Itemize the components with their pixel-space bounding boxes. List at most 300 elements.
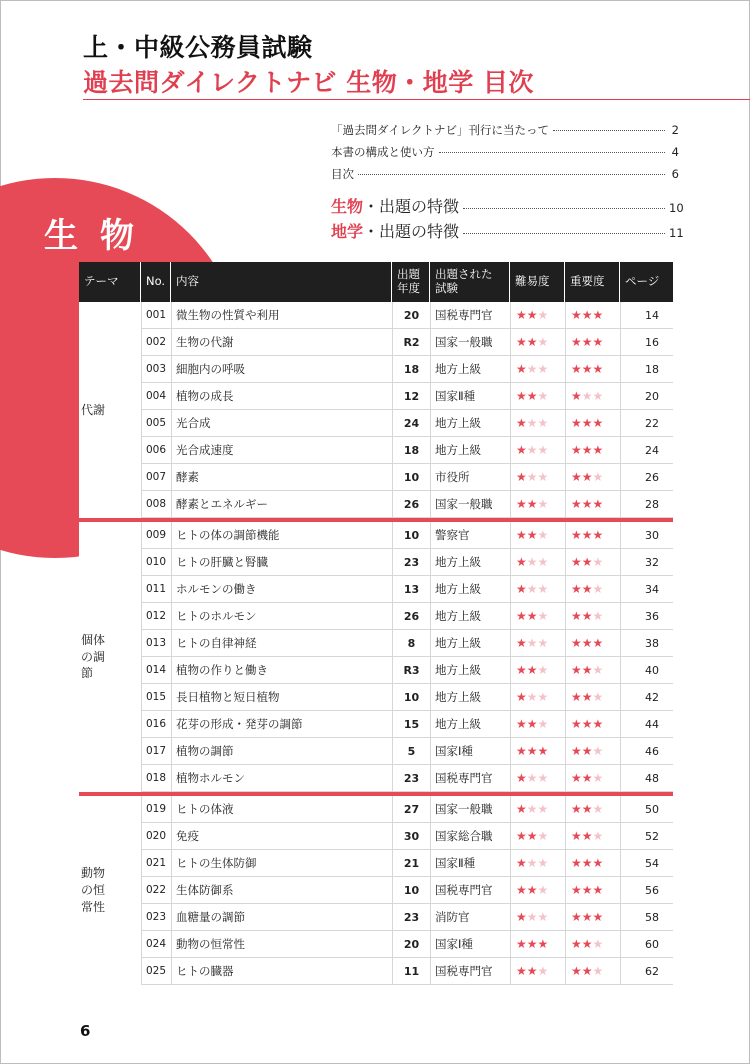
star-empty-icon: ★ — [537, 964, 549, 978]
difficulty-rating — [510, 711, 565, 737]
star-filled-icon: ★ — [526, 744, 538, 758]
star-filled-icon: ★ — [571, 964, 582, 978]
star-filled-icon: ★ — [516, 308, 527, 322]
row-content: ヒトの体液 — [171, 796, 392, 822]
importance-rating — [565, 657, 620, 683]
star-filled-icon: ★ — [571, 856, 582, 870]
star-filled-icon: ★ — [581, 829, 593, 843]
row-page: 26 — [620, 464, 673, 490]
row-page: 30 — [620, 522, 673, 548]
star-filled-icon: ★ — [571, 717, 582, 731]
row-number: 016 — [141, 711, 171, 737]
header-year-line1: 出題 — [397, 267, 420, 282]
row-content: 花芽の形成・発芽の調節 — [171, 711, 392, 737]
star-empty-icon: ★ — [537, 663, 549, 677]
row-page: 52 — [620, 823, 673, 849]
star-filled-icon: ★ — [516, 744, 527, 758]
star-filled-icon: ★ — [581, 636, 593, 650]
star-empty-icon: ★ — [537, 389, 549, 403]
row-year: R2 — [392, 329, 430, 355]
star-empty-icon: ★ — [592, 609, 604, 623]
table-group — [79, 792, 673, 985]
row-year: 30 — [392, 823, 430, 849]
row-year: 26 — [392, 603, 430, 629]
star-filled-icon: ★ — [526, 663, 538, 677]
star-empty-icon: ★ — [537, 717, 549, 731]
row-content: 植物の調節 — [171, 738, 392, 764]
table-row[interactable] — [141, 904, 673, 931]
star-filled-icon: ★ — [571, 443, 582, 457]
importance-rating — [565, 877, 620, 903]
header-exam-line2: 試験 — [435, 281, 458, 295]
table-row[interactable] — [141, 738, 673, 765]
row-page: 22 — [620, 410, 673, 436]
star-filled-icon: ★ — [526, 308, 538, 322]
table-row[interactable] — [141, 491, 673, 518]
row-page: 46 — [620, 738, 673, 764]
star-filled-icon: ★ — [526, 609, 538, 623]
toc-item[interactable] — [331, 144, 679, 166]
importance-rating — [565, 711, 620, 737]
star-filled-icon: ★ — [516, 883, 527, 897]
row-exam: 地方上級 — [430, 684, 510, 710]
importance-rating — [565, 630, 620, 656]
row-number: 015 — [141, 684, 171, 710]
row-number: 020 — [141, 823, 171, 849]
difficulty-rating — [510, 356, 565, 382]
importance-rating — [565, 576, 620, 602]
difficulty-rating — [510, 522, 565, 548]
toc-leader-dots — [463, 233, 665, 234]
star-filled-icon: ★ — [516, 528, 527, 542]
row-number: 009 — [141, 522, 171, 548]
toc-leader-dots — [439, 152, 666, 153]
row-content: 動物の恒常性 — [171, 931, 392, 957]
header-no: No. — [141, 262, 171, 302]
star-empty-icon: ★ — [537, 416, 549, 430]
difficulty-rating — [510, 823, 565, 849]
star-empty-icon: ★ — [537, 555, 549, 569]
star-filled-icon: ★ — [581, 362, 593, 376]
table-row[interactable] — [141, 684, 673, 711]
row-content: 生体防御系 — [171, 877, 392, 903]
row-year: R3 — [392, 657, 430, 683]
star-empty-icon: ★ — [537, 443, 549, 457]
row-content: 免疫 — [171, 823, 392, 849]
row-year: 20 — [392, 302, 430, 328]
star-empty-icon: ★ — [592, 690, 604, 704]
table-row[interactable] — [141, 603, 673, 630]
star-filled-icon: ★ — [571, 609, 582, 623]
row-content: ヒトのホルモン — [171, 603, 392, 629]
header-year — [392, 262, 430, 302]
header-year-line2: 年度 — [397, 281, 420, 295]
toc-feature-subject: 地学 — [331, 222, 364, 241]
toc-feature-label: ・出題の特徴 — [363, 222, 460, 241]
row-content: ヒトの自律神経 — [171, 630, 392, 656]
star-empty-icon: ★ — [537, 528, 549, 542]
table-row[interactable] — [141, 437, 673, 464]
row-year: 10 — [392, 684, 430, 710]
row-page: 56 — [620, 877, 673, 903]
star-filled-icon: ★ — [571, 910, 582, 924]
row-content: ヒトの体の調節機能 — [171, 522, 392, 548]
star-filled-icon: ★ — [516, 802, 527, 816]
row-year: 20 — [392, 931, 430, 957]
table-row[interactable] — [141, 711, 673, 738]
star-filled-icon: ★ — [592, 717, 604, 731]
toc-feature-subject: 生物 — [331, 197, 364, 216]
importance-rating — [565, 383, 620, 409]
star-filled-icon: ★ — [537, 744, 549, 758]
star-empty-icon: ★ — [592, 964, 604, 978]
star-empty-icon: ★ — [526, 771, 538, 785]
table-row[interactable] — [141, 877, 673, 904]
star-filled-icon: ★ — [581, 883, 593, 897]
row-year: 18 — [392, 437, 430, 463]
importance-rating — [565, 765, 620, 791]
toc-feature-item[interactable] — [331, 219, 684, 244]
difficulty-rating — [510, 796, 565, 822]
star-empty-icon: ★ — [537, 470, 549, 484]
star-filled-icon: ★ — [526, 389, 538, 403]
star-empty-icon: ★ — [581, 389, 593, 403]
row-number: 025 — [141, 958, 171, 984]
star-empty-icon: ★ — [537, 802, 549, 816]
row-content: ヒトの臓器 — [171, 958, 392, 984]
row-year: 13 — [392, 576, 430, 602]
row-page: 34 — [620, 576, 673, 602]
row-year: 18 — [392, 356, 430, 382]
row-exam: 国家総合職 — [430, 823, 510, 849]
toc-item-page: 10 — [669, 201, 684, 215]
star-filled-icon: ★ — [526, 829, 538, 843]
row-page: 42 — [620, 684, 673, 710]
toc-leader-dots — [463, 208, 665, 209]
importance-rating — [565, 684, 620, 710]
star-filled-icon: ★ — [516, 829, 527, 843]
row-page: 50 — [620, 796, 673, 822]
table-row[interactable] — [141, 410, 673, 437]
star-filled-icon: ★ — [516, 416, 527, 430]
row-page: 40 — [620, 657, 673, 683]
row-year: 27 — [392, 796, 430, 822]
toc-feature-label: ・出題の特徴 — [363, 197, 460, 216]
star-empty-icon: ★ — [537, 497, 549, 511]
star-filled-icon: ★ — [516, 362, 527, 376]
header-importance: 重要度 — [565, 262, 620, 302]
row-exam: 地方上級 — [430, 410, 510, 436]
row-exam: 地方上級 — [430, 711, 510, 737]
row-content: 長日植物と短日植物 — [171, 684, 392, 710]
star-filled-icon: ★ — [516, 690, 527, 704]
row-number: 005 — [141, 410, 171, 436]
row-content: ヒトの肝臓と腎臓 — [171, 549, 392, 575]
table-row[interactable] — [141, 823, 673, 850]
difficulty-rating — [510, 904, 565, 930]
star-filled-icon: ★ — [526, 883, 538, 897]
row-exam: 地方上級 — [430, 576, 510, 602]
star-filled-icon: ★ — [581, 497, 593, 511]
difficulty-rating — [510, 657, 565, 683]
importance-rating — [565, 904, 620, 930]
importance-rating — [565, 796, 620, 822]
row-number: 018 — [141, 765, 171, 791]
star-filled-icon: ★ — [581, 416, 593, 430]
star-filled-icon: ★ — [571, 802, 582, 816]
importance-rating — [565, 603, 620, 629]
header-exam-line1: 出題された — [435, 267, 493, 282]
star-filled-icon: ★ — [581, 609, 593, 623]
star-filled-icon: ★ — [516, 636, 527, 650]
star-empty-icon: ★ — [526, 802, 538, 816]
star-filled-icon: ★ — [516, 937, 527, 951]
theme-label: 動物の恒常性 — [81, 866, 106, 914]
title-divider — [83, 99, 750, 100]
row-content: 酵素 — [171, 464, 392, 490]
star-filled-icon: ★ — [571, 389, 582, 403]
star-empty-icon: ★ — [537, 335, 549, 349]
row-page: 48 — [620, 765, 673, 791]
row-content: 植物の作りと働き — [171, 657, 392, 683]
row-exam: 地方上級 — [430, 437, 510, 463]
star-filled-icon: ★ — [526, 937, 538, 951]
star-filled-icon: ★ — [581, 528, 593, 542]
star-filled-icon: ★ — [592, 497, 604, 511]
table-row[interactable] — [141, 329, 673, 356]
row-year: 8 — [392, 630, 430, 656]
star-filled-icon: ★ — [581, 771, 593, 785]
table-row[interactable] — [141, 796, 673, 823]
importance-rating — [565, 356, 620, 382]
row-number: 002 — [141, 329, 171, 355]
difficulty-rating — [510, 603, 565, 629]
star-empty-icon: ★ — [592, 937, 604, 951]
difficulty-rating — [510, 410, 565, 436]
row-number: 008 — [141, 491, 171, 517]
row-number: 003 — [141, 356, 171, 382]
table-header — [79, 262, 673, 302]
star-filled-icon: ★ — [516, 582, 527, 596]
star-filled-icon: ★ — [571, 690, 582, 704]
row-number: 010 — [141, 549, 171, 575]
star-filled-icon: ★ — [537, 937, 549, 951]
table-row[interactable] — [141, 576, 673, 603]
star-filled-icon: ★ — [571, 771, 582, 785]
star-filled-icon: ★ — [581, 663, 593, 677]
row-number: 019 — [141, 796, 171, 822]
star-filled-icon: ★ — [581, 582, 593, 596]
row-exam: 国家一般職 — [430, 796, 510, 822]
toc-item-page: 4 — [671, 145, 679, 159]
star-filled-icon: ★ — [581, 443, 593, 457]
difficulty-rating — [510, 738, 565, 764]
toc-leader-dots — [553, 130, 665, 131]
star-empty-icon: ★ — [592, 802, 604, 816]
row-page: 32 — [620, 549, 673, 575]
star-filled-icon: ★ — [571, 883, 582, 897]
table-row[interactable] — [141, 383, 673, 410]
star-filled-icon: ★ — [516, 497, 527, 511]
row-content: 光合成 — [171, 410, 392, 436]
toc-item-page: 11 — [669, 226, 684, 240]
row-number: 012 — [141, 603, 171, 629]
importance-rating — [565, 464, 620, 490]
table-row[interactable] — [141, 464, 673, 491]
header-theme: テーマ — [79, 262, 141, 302]
star-filled-icon: ★ — [592, 883, 604, 897]
star-empty-icon: ★ — [526, 636, 538, 650]
toc-item-page: 6 — [671, 167, 679, 181]
star-filled-icon: ★ — [571, 582, 582, 596]
table-row[interactable] — [141, 958, 673, 985]
row-page: 36 — [620, 603, 673, 629]
row-year: 12 — [392, 383, 430, 409]
importance-rating — [565, 329, 620, 355]
difficulty-rating — [510, 684, 565, 710]
star-filled-icon: ★ — [516, 443, 527, 457]
toc-item-label: 目次 — [331, 167, 354, 181]
star-empty-icon: ★ — [537, 910, 549, 924]
star-empty-icon: ★ — [526, 470, 538, 484]
header-content: 内容 — [171, 262, 392, 302]
star-empty-icon: ★ — [526, 582, 538, 596]
row-number: 006 — [141, 437, 171, 463]
table-group — [79, 302, 673, 518]
row-page: 20 — [620, 383, 673, 409]
star-empty-icon: ★ — [537, 690, 549, 704]
table-row[interactable] — [141, 630, 673, 657]
difficulty-rating — [510, 630, 565, 656]
row-exam: 市役所 — [430, 464, 510, 490]
star-filled-icon: ★ — [526, 717, 538, 731]
table-row[interactable] — [141, 657, 673, 684]
row-year: 26 — [392, 491, 430, 517]
row-content: 酵素とエネルギー — [171, 491, 392, 517]
row-exam: 国税専門官 — [430, 765, 510, 791]
star-empty-icon: ★ — [526, 910, 538, 924]
importance-rating — [565, 738, 620, 764]
row-exam: 地方上級 — [430, 603, 510, 629]
difficulty-rating — [510, 576, 565, 602]
star-empty-icon: ★ — [526, 416, 538, 430]
difficulty-rating — [510, 302, 565, 328]
star-filled-icon: ★ — [581, 555, 593, 569]
star-filled-icon: ★ — [581, 802, 593, 816]
row-page: 44 — [620, 711, 673, 737]
star-empty-icon: ★ — [592, 771, 604, 785]
row-year: 24 — [392, 410, 430, 436]
row-number: 013 — [141, 630, 171, 656]
row-page: 58 — [620, 904, 673, 930]
row-exam: 国税専門官 — [430, 302, 510, 328]
toc-item[interactable] — [331, 166, 679, 188]
row-exam: 地方上級 — [430, 657, 510, 683]
row-exam: 警察官 — [430, 522, 510, 548]
row-page: 16 — [620, 329, 673, 355]
row-exam: 国家一般職 — [430, 329, 510, 355]
series-title: 上・中級公務員試験 — [83, 33, 313, 62]
row-content: 血糖量の調節 — [171, 904, 392, 930]
star-filled-icon: ★ — [592, 910, 604, 924]
page-number: 6 — [80, 1022, 91, 1040]
table-row[interactable] — [141, 549, 673, 576]
row-page: 24 — [620, 437, 673, 463]
row-number: 001 — [141, 302, 171, 328]
table-group — [79, 518, 673, 792]
row-year: 10 — [392, 464, 430, 490]
star-filled-icon: ★ — [516, 389, 527, 403]
toc-leader-dots — [358, 174, 665, 175]
table-row[interactable] — [141, 522, 673, 549]
difficulty-rating — [510, 958, 565, 984]
row-number: 004 — [141, 383, 171, 409]
star-filled-icon: ★ — [571, 744, 582, 758]
row-exam: 国家Ⅱ種 — [430, 850, 510, 876]
row-number: 024 — [141, 931, 171, 957]
row-page: 60 — [620, 931, 673, 957]
row-number: 014 — [141, 657, 171, 683]
toc-feature-item[interactable] — [331, 194, 684, 219]
star-filled-icon: ★ — [581, 308, 593, 322]
star-filled-icon: ★ — [581, 470, 593, 484]
row-exam: 消防官 — [430, 904, 510, 930]
row-exam: 国税専門官 — [430, 958, 510, 984]
row-exam: 国家Ⅰ種 — [430, 931, 510, 957]
star-empty-icon: ★ — [537, 771, 549, 785]
star-filled-icon: ★ — [571, 497, 582, 511]
difficulty-rating — [510, 437, 565, 463]
row-exam: 地方上級 — [430, 549, 510, 575]
star-filled-icon: ★ — [516, 856, 527, 870]
star-empty-icon: ★ — [526, 555, 538, 569]
toc-item-label: 「過去問ダイレクトナビ」刊行に当たって — [331, 123, 550, 137]
star-filled-icon: ★ — [526, 528, 538, 542]
star-empty-icon: ★ — [592, 663, 604, 677]
difficulty-rating — [510, 464, 565, 490]
toc-item[interactable] — [331, 122, 679, 144]
row-content: 植物の成長 — [171, 383, 392, 409]
row-page: 28 — [620, 491, 673, 517]
row-page: 54 — [620, 850, 673, 876]
book-title: 過去問ダイレクトナビ 生物・地学 目次 — [83, 68, 534, 97]
row-year: 23 — [392, 765, 430, 791]
row-page: 38 — [620, 630, 673, 656]
row-year: 5 — [392, 738, 430, 764]
star-filled-icon: ★ — [526, 964, 538, 978]
difficulty-rating — [510, 931, 565, 957]
star-filled-icon: ★ — [581, 964, 593, 978]
star-filled-icon: ★ — [581, 717, 593, 731]
row-content: ヒトの生体防御 — [171, 850, 392, 876]
table-row[interactable] — [141, 356, 673, 383]
row-exam: 国家一般職 — [430, 491, 510, 517]
row-page: 14 — [620, 302, 673, 328]
star-filled-icon: ★ — [581, 937, 593, 951]
star-filled-icon: ★ — [592, 362, 604, 376]
star-filled-icon: ★ — [581, 744, 593, 758]
star-filled-icon: ★ — [592, 443, 604, 457]
row-exam: 国税専門官 — [430, 877, 510, 903]
table-row[interactable] — [141, 765, 673, 792]
star-filled-icon: ★ — [571, 636, 582, 650]
table-row[interactable] — [141, 931, 673, 958]
table-row[interactable] — [141, 302, 673, 329]
star-filled-icon: ★ — [571, 308, 582, 322]
star-filled-icon: ★ — [571, 335, 582, 349]
table-row[interactable] — [141, 850, 673, 877]
difficulty-rating — [510, 383, 565, 409]
